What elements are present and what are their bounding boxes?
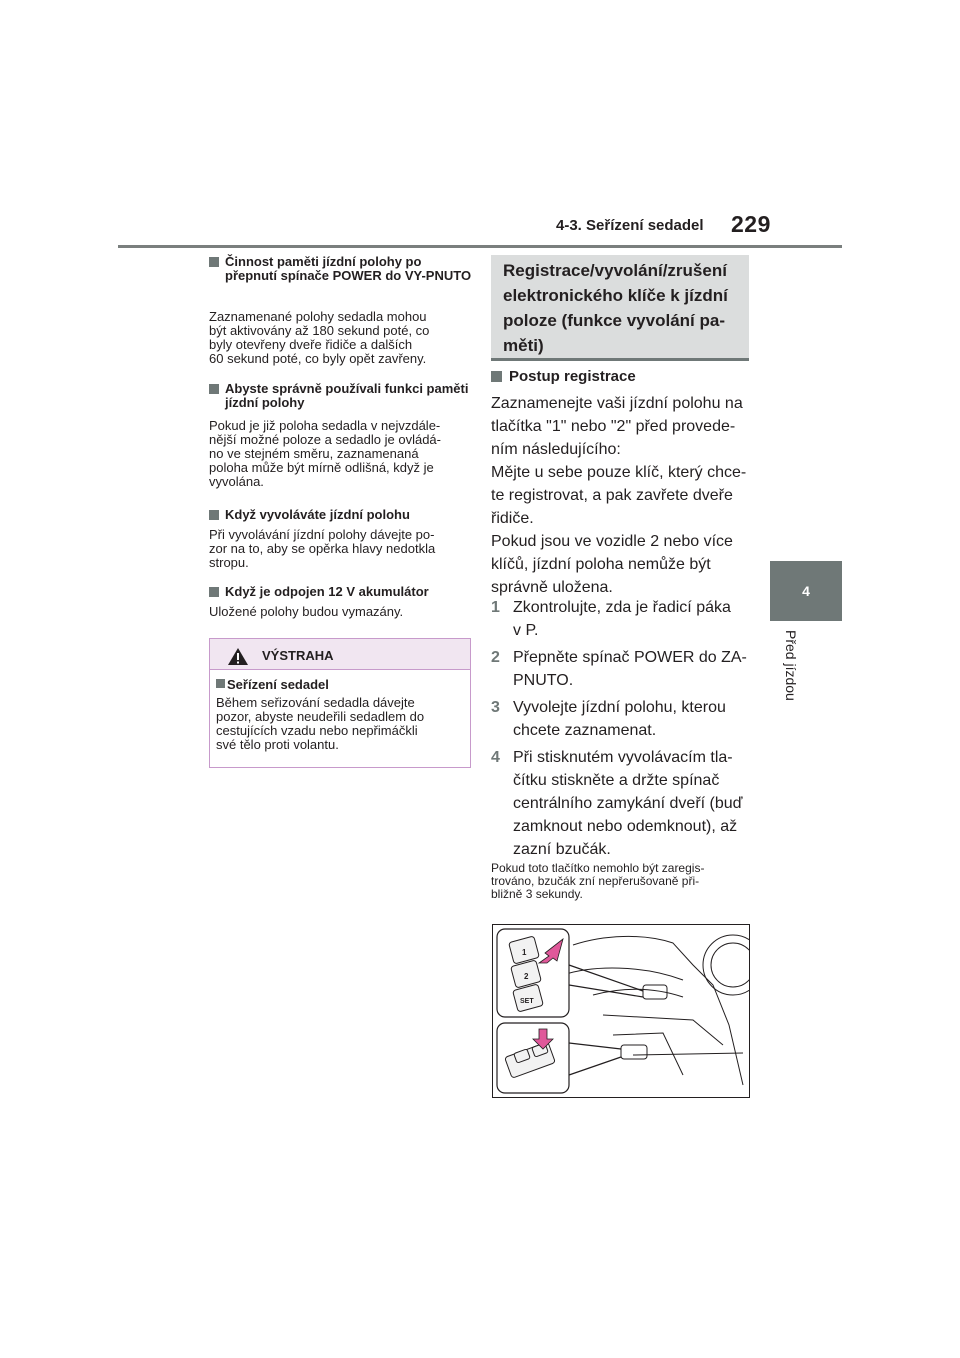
button-label-set: SET [520,998,534,1005]
section-body: Uložené polohy budou vymazány. [209,604,404,619]
warning-heading [216,677,329,692]
step-number: 1 [491,599,500,616]
heading-text: Činnost paměti jízdní polohy po přepnutí spínače POWER do VY-PNUTO [225,254,472,283]
bullet-square-icon [209,510,219,520]
note-text: Pokud toto tlačítko nemohlo být zaregis- trováno, bzučák zní nepřerušovaně při- bližně 3 sekundy. [491,861,705,901]
heading-text: Postup registrace [509,368,636,385]
step-text: Při stisknutém vyvolávacím tla- čítku stiskněte a držte spínač centrálního zamykání dveří (buď zamknout nebo odemknout), až zazní bzučák. [513,749,743,858]
section-heading [209,508,473,522]
intro-paragraph: Zaznamenejte vaši jízdní polohu na tlačítka "1" nebo "2" před provede- ním následujícího: [491,395,743,458]
step-number: 4 [491,749,500,766]
warning-triangle-icon [227,647,249,666]
section-title: 4-3. Seřízení sedadel [556,217,704,234]
chapter-label [783,630,807,750]
chapter-title: Před jízdou [783,630,799,701]
step-text: Zkontrolujte, zda je řadicí páka v P. [513,599,731,639]
warning-title: VÝSTRAHA [262,648,334,663]
topic-title-box [491,255,749,361]
section-body: Při vyvolávání jízdní polohy dávejte po- zor na to, aby se opěrka hlavy nedotkla stropu. [209,527,436,570]
section-heading [209,255,473,283]
intro-paragraph: Mějte u sebe pouze klíč, který chce- te registrovat, a pak zavřete dveře řidiče. Pokud jsou ve vozidle 2 nebo více klíčů, jízdní poloha nemůže být správně uložena. [491,464,747,596]
memory-buttons-illustration [492,924,750,1098]
procedure-heading [491,368,636,385]
heading-text: Když vyvoláváte jízdní polohu [225,507,410,522]
chapter-number: 4 [802,583,810,599]
section-heading [209,585,473,599]
step-item [491,696,753,742]
section-body: Pokud je již poloha sedadla v nejvzdále- nější možné poloze a sedadlo je ovládá- no ve stejném směru, zaznamenaná poloha může být mírně odlišná, když je vyvolána. [209,418,441,489]
step-number: 3 [491,699,500,716]
step-number: 2 [491,649,500,666]
step-item [491,596,753,642]
button-label-2: 2 [524,972,529,981]
chapter-tab [770,561,842,621]
section-heading [209,382,473,410]
bullet-square-icon [216,679,225,688]
page-number: 229 [731,211,771,237]
bullet-square-icon [491,371,502,382]
bullet-square-icon [209,587,219,597]
bullet-square-icon [209,384,219,394]
heading-text: Seřízení sedadel [227,677,329,692]
step-item [491,746,753,861]
warning-box [209,638,471,768]
bullet-square-icon [209,257,219,267]
step-text: Vyvolejte jízdní polohu, kterou chcete zaznamenat. [513,699,726,739]
car-interior-drawing [493,925,749,1097]
step-text: Přepněte spínač POWER do ZA- PNUTO. [513,649,747,689]
topic-title: Registrace/vyvolání/zrušení elektronického klíče k jízdní poloze (funkce vyvolání pa- měti) [503,261,728,355]
section-body: Zaznamenané polohy sedadla mohou být aktivovány až 180 sekund poté, co byly otevřeny dveře řidiče a dalších 60 sekund poté, co byly opět zavřeny. [209,309,430,366]
warning-title-bar [210,639,470,670]
header-rule [118,245,842,248]
heading-text: Když je odpojen 12 V akumulátor [225,584,429,599]
step-item [491,646,753,692]
button-label-1: 1 [522,948,527,957]
heading-text: Abyste správně používali funkci paměti jízdní polohy [225,381,469,410]
warning-body: Během seřizování sedadla dávejte pozor, abyste neudeřili sedadlem do cestujících vzadu nebo nepřimáčkli své tělo proti volantu. [216,695,425,752]
